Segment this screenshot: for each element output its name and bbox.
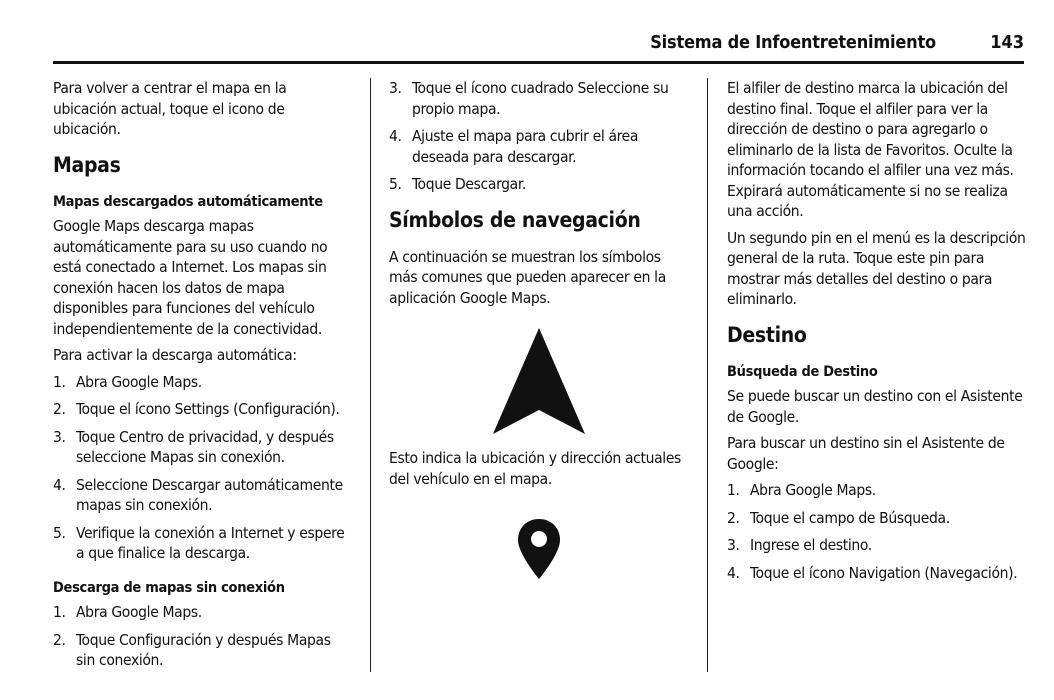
column-3 xyxy=(727,78,1027,590)
list-item: 1. Abra Google Maps. xyxy=(53,372,202,391)
intro-paragraph: Para volver a centrar el mapa en la ubicación actual, toque el icono de ubicación. xyxy=(53,79,287,138)
list-item: 4. Ajuste el mapa para cubrir el área deseada para descargar. xyxy=(389,127,639,166)
list-item: 4. Seleccione Descargar automáticamente mapas sin conexión. xyxy=(53,475,343,514)
auto-download-paragraph: Google Maps descarga mapas automáticamente para su uso cuando no está conectado a Internet. Los mapas sin conexión hacen los datos de mapa disponibles para funciones del vehículo independientemente de la conectividad. xyxy=(53,217,328,338)
list-item: 2. Toque el ícono Settings (Configuración). xyxy=(53,400,340,418)
list-item: 1. Abra Google Maps. xyxy=(727,481,876,499)
list-item: 2. Toque el campo de Búsqueda. xyxy=(727,508,950,527)
header-title: Sistema de Infoentretenimiento xyxy=(650,32,936,53)
list-item: 5. Toque Descargar. xyxy=(389,175,526,193)
section-heading-maps: Mapas xyxy=(53,152,121,177)
list-item: 1. Abra Google Maps. xyxy=(53,603,202,621)
navigation-arrow-icon xyxy=(489,326,589,438)
location-pin-figure xyxy=(389,517,689,581)
subheading-destination-search: Búsqueda de Destino xyxy=(727,363,878,380)
page-number: 143 xyxy=(990,32,1024,53)
search-paragraph-1: Se puede buscar un destino con el Asistente de Google. xyxy=(727,387,1023,426)
subheading-offline-download: Descarga de mapas sin conexión xyxy=(53,579,285,596)
page-header xyxy=(53,30,1024,60)
list-item: 3. Ingrese el destino. xyxy=(727,536,872,554)
pin-paragraph-1: El alfiler de destino marca la ubicación del destino final. Toque el alfiler para ver la dirección de destino o para agregarlo o eliminarlo de la lista de Favoritos. Oculte la información tocando el alfiler una vez más. Expirará automáticamente si no se realiza una acción. xyxy=(727,79,1014,220)
symbols-paragraph: A continuación se muestran los símbolos más comunes que pueden aparecer en la aplicación Google Maps. xyxy=(389,247,666,307)
list-item: 4. Toque el ícono Navigation (Navegación). xyxy=(727,563,1018,582)
section-heading-symbols: Símbolos de navegación xyxy=(389,207,641,232)
activate-paragraph: Para activar la descarga automática: xyxy=(53,346,297,364)
destination-steps xyxy=(727,480,1027,583)
column-1 xyxy=(53,78,353,678)
header-rule xyxy=(53,61,1024,64)
navigation-arrow-figure xyxy=(389,326,689,438)
section-heading-destination: Destino xyxy=(727,322,807,347)
list-item: 2. Toque Configuración y después Mapas sin conexión. xyxy=(53,630,331,669)
search-paragraph-2: Para buscar un destino sin el Asistente de Google: xyxy=(727,434,1005,473)
list-item: 3. Toque el ícono cuadrado Seleccione su propio mapa. xyxy=(389,79,669,118)
auto-download-steps xyxy=(53,372,353,564)
column-2 xyxy=(389,78,689,581)
column-divider xyxy=(370,78,371,672)
offline-download-steps-continued xyxy=(389,78,689,195)
offline-download-steps xyxy=(53,602,353,671)
location-pin-icon xyxy=(516,517,562,581)
column-divider xyxy=(707,78,708,672)
list-item: 3. Toque Centro de privacidad, y después seleccione Mapas sin conexión. xyxy=(53,427,334,466)
arrow-caption: Esto indica la ubicación y dirección actuales del vehículo en el mapa. xyxy=(389,449,681,488)
subheading-auto-download: Mapas descargados automáticamente xyxy=(53,193,323,210)
pin-paragraph-2: Un segundo pin en el menú es la descripción general de la ruta. Toque este pin para mostrar más detalles del destino o para eliminarlo. xyxy=(727,228,1026,308)
list-item: 5. Verifique la conexión a Internet y espere a que finalice la descarga. xyxy=(53,523,345,562)
